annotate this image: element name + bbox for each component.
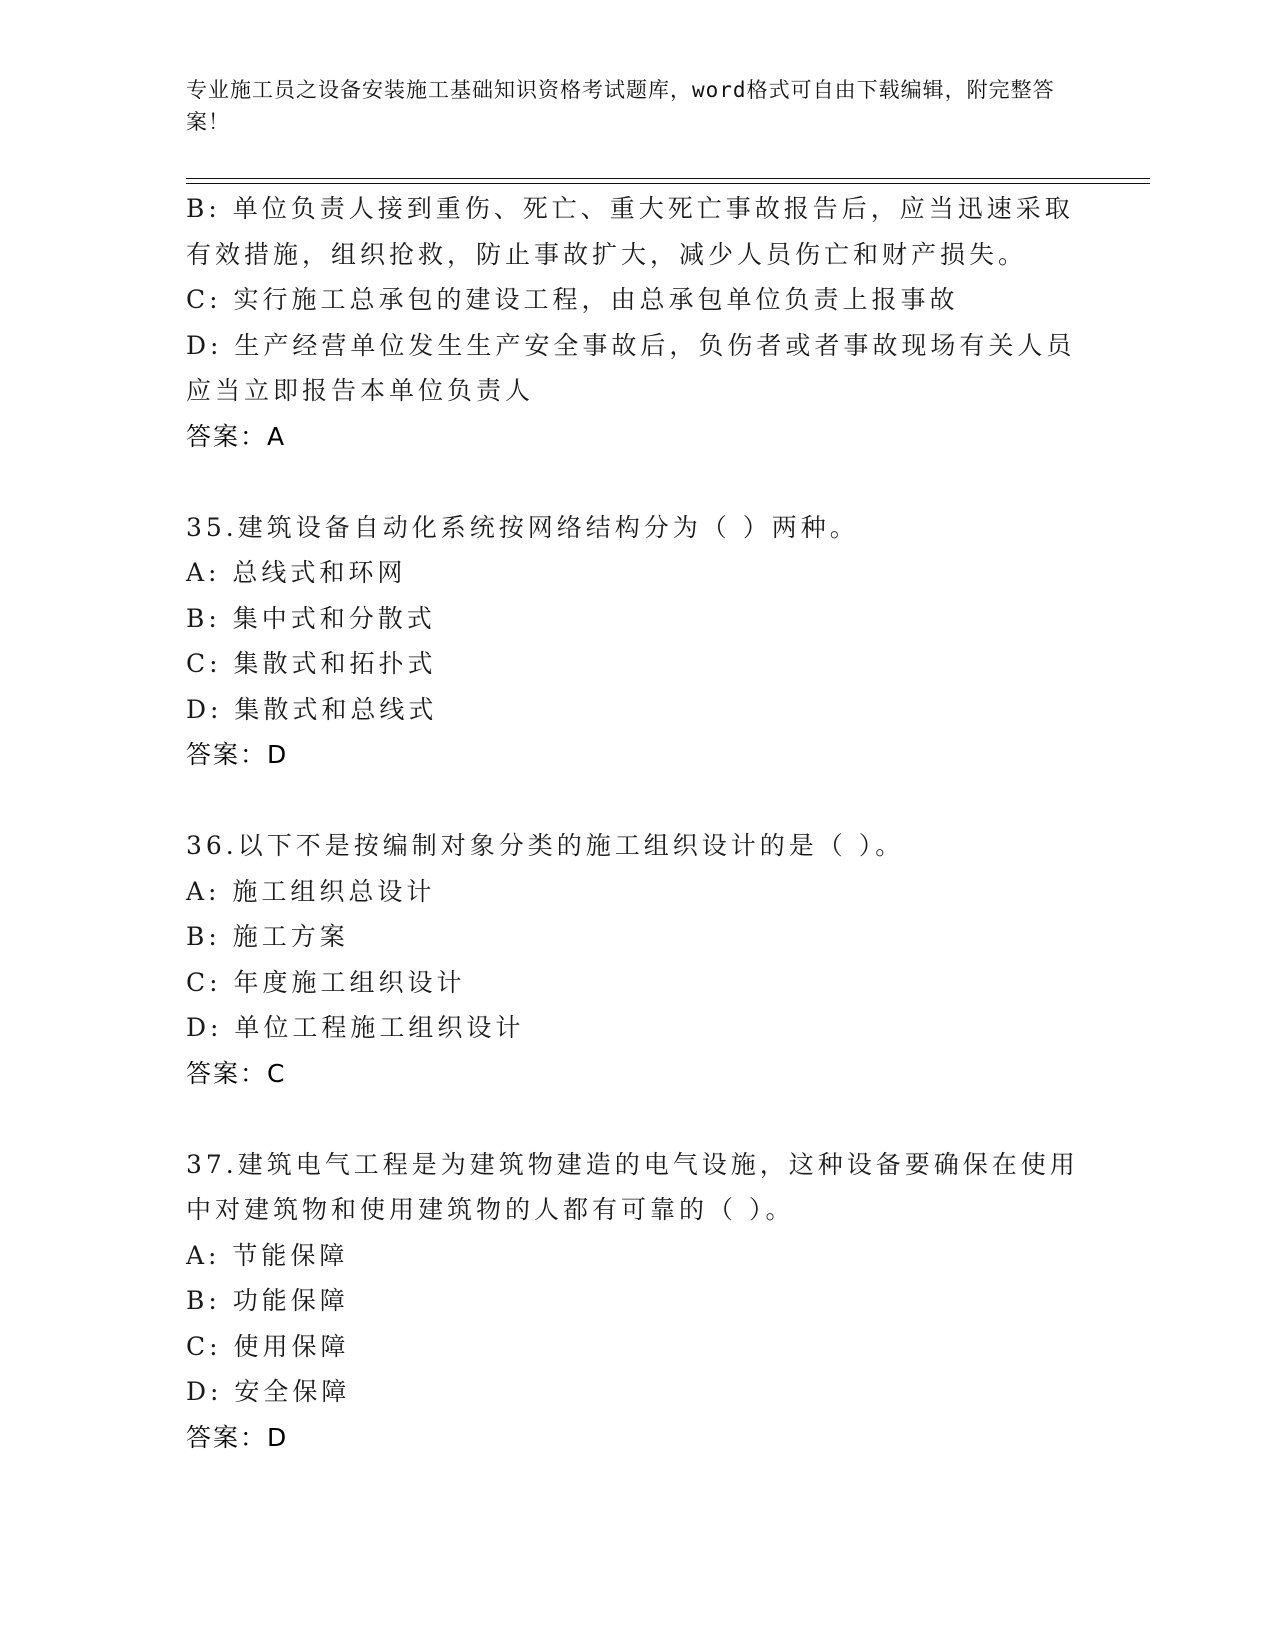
answer-line: 答案：A — [186, 421, 287, 451]
option-b: B: 功能保障 — [186, 1286, 349, 1315]
option-b: B: 施工方案 — [186, 922, 349, 951]
option-c: C: 年度施工组织设计 — [186, 967, 466, 997]
option-b-line-1: B: 单位负责人接到重伤、死亡、重大死亡事故报告后，应当迅速采取 — [186, 194, 1074, 223]
question-content — [186, 186, 1086, 1460]
option-b-line-2: 有效措施，组织抢救，防止事故扩大，减少人员伤亡和财产损失。 — [186, 239, 1028, 269]
spacer — [186, 778, 1086, 824]
option-a: A: 总线式和环网 — [186, 558, 407, 587]
question-stem-line-1: 37.建筑电气工程是为建筑物建造的电气设施，这种设备要确保在使用 — [186, 1149, 1079, 1179]
header-divider-top — [186, 178, 1150, 179]
question-35 — [186, 505, 1086, 778]
option-d-line-1: D: 生产经营单位发生生产安全事故后，负伤者或者事故现场有关人员 — [186, 330, 1076, 360]
question-stem: 36.以下不是按编制对象分类的施工组织设计的是（ ）。 — [186, 831, 905, 860]
option-d: D: 安全保障 — [186, 1377, 351, 1406]
header-divider-bottom — [186, 183, 1150, 184]
option-c: C: 集散式和拓扑式 — [186, 649, 437, 678]
option-c: C: 实行施工总承包的建设工程，由总承包单位负责上报事故 — [186, 285, 959, 314]
answer-line: 答案：D — [186, 740, 289, 769]
option-a: A: 节能保障 — [186, 1240, 349, 1270]
document-header: 专业施工员之设备安装施工基础知识资格考试题库，word格式可自由下载编辑，附完整答案！ — [186, 78, 1055, 134]
spacer — [186, 1096, 1086, 1142]
option-d-line-2: 应当立即报告本单位负责人 — [186, 376, 535, 405]
option-a: A: 施工组织总设计 — [186, 876, 436, 906]
question-37 — [186, 1142, 1086, 1461]
spacer — [186, 459, 1086, 505]
option-d: D: 集散式和总线式 — [186, 694, 438, 724]
answer-line: 答案：C — [186, 1058, 287, 1088]
previous-question-block — [186, 186, 1086, 459]
answer-line: 答案：D — [186, 1422, 289, 1452]
question-stem-line-2: 中对建筑物和使用建筑物的人都有可靠的（ ）。 — [186, 1195, 795, 1224]
option-b: B: 集中式和分散式 — [186, 603, 436, 633]
question-36 — [186, 823, 1086, 1096]
option-d: D: 单位工程施工组织设计 — [186, 1013, 525, 1042]
question-stem: 35.建筑设备自动化系统按网络结构分为（ ）两种。 — [186, 512, 859, 542]
option-c: C: 使用保障 — [186, 1331, 350, 1361]
